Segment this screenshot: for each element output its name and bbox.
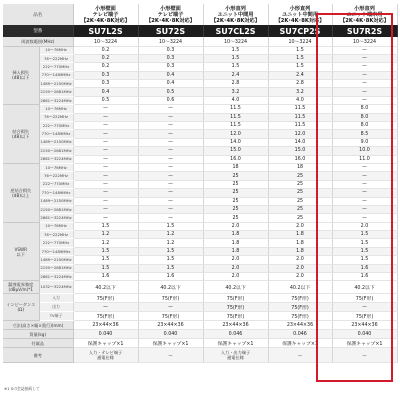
spec-value-cell: 2.8: [203, 80, 268, 88]
model-number-cell: SU72S: [138, 25, 203, 37]
spec-value-cell: 2.8: [268, 80, 332, 88]
spec-value-cell: —: [332, 46, 397, 54]
frequency-band-label: 770〜1489MHz: [39, 71, 73, 79]
leakage-label: 漏洩電界強度 (dBμV/m)*1: [3, 281, 39, 294]
spec-table: [3, 4, 398, 363]
product-name-cell: 小形直列 ユニット中間用 【2K･4K･8K対応】: [203, 4, 268, 25]
section-label: 挿入損失 (dB)以下: [3, 46, 39, 105]
frequency-band-label: 76〜222MHz: [39, 231, 73, 239]
remarks-label: 備考: [3, 348, 73, 363]
spec-value-cell: 23×44×36: [268, 321, 332, 330]
spec-value-cell: 25: [203, 172, 268, 180]
spec-value-cell: 40.2以下: [138, 281, 203, 294]
spec-value-cell: 1.8: [268, 247, 332, 255]
spec-value-cell: 3.2: [203, 88, 268, 96]
frequency-band-label: 10〜76MHz: [39, 222, 73, 230]
impedance-port-label: TV端子: [39, 312, 73, 321]
frequency-band-label: 770〜1489MHz: [39, 130, 73, 138]
frequency-label: 周波数範囲(MHz): [3, 37, 73, 46]
spec-value-cell: —: [332, 348, 397, 363]
spec-value-cell: 25: [268, 172, 332, 180]
spec-value-cell: 0.3: [138, 54, 203, 62]
spec-value-cell: —: [138, 130, 203, 138]
spec-value-cell: 40.2以下: [268, 281, 332, 294]
spec-value-cell: 0.4: [73, 88, 138, 96]
spec-value-cell: —: [73, 180, 138, 188]
spec-value-cell: 2.0: [268, 222, 332, 230]
spec-value-cell: 1.8: [268, 239, 332, 247]
accessories-row: [3, 339, 397, 348]
frequency-band-label: 2681〜3224MHz: [39, 273, 73, 281]
spec-value-cell: —: [73, 197, 138, 205]
spec-value-cell: 0.3: [73, 71, 138, 79]
spec-value-cell: 2.0: [268, 256, 332, 264]
spec-value-cell: 入力・出力端子 通電仕様: [203, 348, 268, 363]
spec-value-cell: —: [138, 348, 203, 363]
spec-value-cell: 18: [203, 163, 268, 171]
impedance-row: [3, 294, 397, 303]
spec-value-cell: 8.0: [332, 122, 397, 130]
spec-value-cell: 11.5: [268, 113, 332, 121]
spec-value-cell: 3.2: [268, 88, 332, 96]
frequency-band-label: 2150〜2681MHz: [39, 205, 73, 213]
weight-row: [3, 330, 397, 339]
spec-value-cell: —: [138, 122, 203, 130]
spec-value-cell: 1.5: [203, 63, 268, 71]
dimensions-row: [3, 321, 397, 330]
frequency-band-label: 222〜770MHz: [39, 180, 73, 188]
spec-value-cell: —: [73, 130, 138, 138]
spec-value-cell: —: [332, 189, 397, 197]
spec-value-cell: 75(F形): [203, 303, 268, 312]
spec-value-cell: 1.5: [268, 63, 332, 71]
spec-value-cell: —: [138, 147, 203, 155]
spec-value-cell: 75(F形): [73, 312, 138, 321]
spec-value-cell: 0.3: [73, 80, 138, 88]
frequency-band-label: 76〜222MHz: [39, 172, 73, 180]
spec-value-cell: 75(F形): [268, 303, 332, 312]
spec-value-cell: 1.8: [203, 247, 268, 255]
spec-row: [3, 256, 397, 264]
spec-row: [3, 264, 397, 272]
spec-value-cell: 16.0: [268, 155, 332, 163]
spec-value-cell: 9.0: [332, 138, 397, 146]
spec-value-cell: —: [332, 214, 397, 222]
spec-value-cell: —: [332, 205, 397, 213]
spec-value-cell: 1.5: [332, 256, 397, 264]
spec-value-cell: 40.2以下: [332, 281, 397, 294]
impedance-port-label: 入力: [39, 294, 73, 303]
spec-row: [3, 172, 397, 180]
impedance-port-label: 出力: [39, 303, 73, 312]
product-name-cell: 小形壁面 テレビ端子 【2K･4K･8K対応】: [73, 4, 138, 25]
spec-value-cell: 14.0: [268, 138, 332, 146]
section-label: VSWR 以下: [3, 222, 39, 281]
frequency-band-label: 1489〜2150MHz: [39, 197, 73, 205]
spec-value-cell: 75(F形): [138, 312, 203, 321]
spec-value-cell: —: [332, 71, 397, 79]
spec-row: [3, 122, 397, 130]
spec-row: [3, 222, 397, 230]
spec-value-cell: 保護キャップ×1: [332, 339, 397, 348]
spec-value-cell: —: [138, 214, 203, 222]
spec-value-cell: 75(F形): [268, 294, 332, 303]
dimensions-label: 寸法(高さ×幅×奥行)(mm): [3, 321, 73, 330]
spec-row: [3, 205, 397, 213]
spec-row: [3, 105, 397, 113]
spec-row: [3, 88, 397, 96]
leakage-band-label: 1032〜3224MHz: [39, 281, 73, 294]
product-name-row: [3, 4, 397, 25]
impedance-row: [3, 303, 397, 312]
spec-value-cell: 25: [268, 214, 332, 222]
spec-value-cell: 15.0: [203, 147, 268, 155]
spec-value-cell: —: [73, 172, 138, 180]
spec-value-cell: 0.2: [73, 63, 138, 71]
spec-value-cell: —: [138, 155, 203, 163]
spec-value-cell: 18: [268, 163, 332, 171]
spec-row: [3, 63, 397, 71]
spec-value-cell: 40.2以下: [203, 281, 268, 294]
spec-value-cell: 0.040: [73, 330, 138, 339]
spec-value-cell: —: [332, 63, 397, 71]
spec-value-cell: 11.5: [203, 122, 268, 130]
spec-value-cell: 1.8: [203, 239, 268, 247]
spec-row: [3, 189, 397, 197]
spec-value-cell: 10〜3224: [268, 37, 332, 46]
spec-value-cell: —: [138, 197, 203, 205]
spec-value-cell: 4.0: [268, 96, 332, 104]
spec-value-cell: 1.5: [268, 54, 332, 62]
spec-value-cell: 0.2: [73, 46, 138, 54]
spec-value-cell: —: [73, 105, 138, 113]
spec-value-cell: 0.4: [138, 71, 203, 79]
spec-row: [3, 155, 397, 163]
spec-value-cell: —: [138, 138, 203, 146]
spec-value-cell: 1.5: [138, 222, 203, 230]
spec-value-cell: 25: [268, 189, 332, 197]
spec-value-cell: 8.0: [332, 113, 397, 121]
accessories-label: 付属品: [3, 339, 73, 348]
leakage-row: [3, 281, 397, 294]
spec-value-cell: 75(F形): [332, 294, 397, 303]
spec-value-cell: 1.5: [332, 239, 397, 247]
spec-value-cell: —: [332, 197, 397, 205]
spec-value-cell: —: [73, 205, 138, 213]
spec-value-cell: 40.2以下: [73, 281, 138, 294]
section-label: 逆結合損失 (dB)以上: [3, 163, 39, 222]
frequency-band-label: 76〜222MHz: [39, 113, 73, 121]
spec-value-cell: 10.0: [332, 147, 397, 155]
spec-value-cell: —: [138, 172, 203, 180]
spec-value-cell: —: [138, 180, 203, 188]
spec-value-cell: 2.0: [203, 256, 268, 264]
spec-row: [3, 80, 397, 88]
frequency-band-label: 2681〜3224MHz: [39, 214, 73, 222]
spec-value-cell: 1.6: [332, 264, 397, 272]
spec-value-cell: —: [73, 163, 138, 171]
frequency-band-label: 2681〜3224MHz: [39, 155, 73, 163]
spec-value-cell: 10〜3224: [332, 37, 397, 46]
spec-row: [3, 96, 397, 104]
spec-value-cell: 11.5: [268, 122, 332, 130]
spec-value-cell: —: [73, 189, 138, 197]
frequency-band-label: 10〜76MHz: [39, 46, 73, 54]
spec-value-cell: 16.0: [203, 155, 268, 163]
section-label: 結合損失 (dB)以下: [3, 105, 39, 164]
spec-row: [3, 113, 397, 121]
frequency-band-label: 1489〜2150MHz: [39, 80, 73, 88]
spec-value-cell: —: [332, 172, 397, 180]
spec-value-cell: 2.0: [203, 222, 268, 230]
frequency-band-label: 770〜1489MHz: [39, 247, 73, 255]
spec-value-cell: —: [73, 303, 138, 312]
spec-value-cell: 23×44×36: [332, 321, 397, 330]
spec-row: [3, 247, 397, 255]
spec-value-cell: 75(F形): [203, 312, 268, 321]
spec-row: [3, 130, 397, 138]
spec-row: [3, 239, 397, 247]
spec-value-cell: —: [138, 205, 203, 213]
spec-value-cell: —: [332, 163, 397, 171]
frequency-band-label: 1489〜2150MHz: [39, 138, 73, 146]
model-number-cell: SU7CL2S: [203, 25, 268, 37]
spec-value-cell: 0.046: [268, 330, 332, 339]
frequency-band-label: 222〜770MHz: [39, 239, 73, 247]
spec-value-cell: 11.5: [203, 113, 268, 121]
spec-value-cell: 25: [203, 180, 268, 188]
spec-value-cell: —: [332, 303, 397, 312]
spec-value-cell: —: [268, 348, 332, 363]
spec-value-cell: 1.2: [73, 239, 138, 247]
product-name-cell: 小形直列 ユニット中間用 【2K･4K･8K対応】: [268, 4, 332, 25]
frequency-band-label: 2681〜3224MHz: [39, 96, 73, 104]
spec-value-cell: 25: [203, 214, 268, 222]
spec-value-cell: 75(F形): [268, 312, 332, 321]
spec-value-cell: 11.0: [332, 155, 397, 163]
product-name-cell: 小形直列 ユニット端末用 【2K･4K･8K対応】: [332, 4, 397, 25]
spec-value-cell: 0.040: [138, 330, 203, 339]
spec-row: [3, 147, 397, 155]
spec-value-cell: —: [138, 303, 203, 312]
model-number-cell: SU7L2S: [73, 25, 138, 37]
spec-value-cell: 入力・テレビ端子 通電仕様: [73, 348, 138, 363]
spec-value-cell: —: [73, 155, 138, 163]
spec-row: [3, 138, 397, 146]
spec-value-cell: 1.5: [138, 264, 203, 272]
spec-value-cell: 25: [268, 205, 332, 213]
frequency-row: [3, 37, 397, 46]
spec-value-cell: —: [332, 88, 397, 96]
spec-value-cell: —: [332, 54, 397, 62]
spec-value-cell: 保護キャップ×1: [203, 339, 268, 348]
spec-value-cell: 75(F形): [203, 294, 268, 303]
spec-value-cell: 23×44×36: [203, 321, 268, 330]
spec-value-cell: —: [73, 122, 138, 130]
spec-value-cell: —: [73, 138, 138, 146]
spec-value-cell: 0.6: [138, 96, 203, 104]
spec-value-cell: 11.5: [268, 105, 332, 113]
spec-value-cell: 4.0: [203, 96, 268, 104]
remarks-row: [3, 348, 397, 363]
spec-value-cell: 1.5: [73, 264, 138, 272]
spec-value-cell: —: [138, 189, 203, 197]
spec-value-cell: 10〜3224: [73, 37, 138, 46]
spec-value-cell: 2.0: [203, 264, 268, 272]
model-number-cell: SU7CP2S: [268, 25, 332, 37]
spec-value-cell: 2.4: [268, 71, 332, 79]
spec-value-cell: 1.5: [138, 247, 203, 255]
spec-value-cell: 保護キャップ×1: [73, 339, 138, 348]
spec-value-cell: —: [138, 163, 203, 171]
spec-value-cell: 1.5: [73, 247, 138, 255]
spec-value-cell: 1.5: [332, 247, 397, 255]
product-name-cell: 小形壁面 テレビ端子 【2K･4K･8K対応】: [138, 4, 203, 25]
item-label: 品名: [3, 4, 73, 25]
spec-row: [3, 180, 397, 188]
spec-row: [3, 163, 397, 171]
spec-value-cell: 1.2: [138, 231, 203, 239]
spec-value-cell: 1.5: [203, 54, 268, 62]
spec-value-cell: 25: [203, 189, 268, 197]
spec-value-cell: 0.3: [138, 46, 203, 54]
spec-value-cell: 0.4: [138, 80, 203, 88]
weight-label: 質量(kg): [3, 330, 73, 339]
spec-value-cell: 0.2: [73, 54, 138, 62]
spec-value-cell: 1.5: [332, 231, 397, 239]
spec-value-cell: 10〜3224: [203, 37, 268, 46]
spec-value-cell: —: [332, 96, 397, 104]
model-row-label: 型番: [3, 25, 73, 37]
spec-value-cell: 1.6: [138, 273, 203, 281]
spec-row: [3, 46, 397, 54]
spec-value-cell: 25: [268, 197, 332, 205]
spec-value-cell: 1.2: [73, 231, 138, 239]
spec-value-cell: 1.5: [268, 46, 332, 54]
spec-value-cell: 2.0: [268, 264, 332, 272]
spec-value-cell: 25: [268, 180, 332, 188]
frequency-band-label: 10〜76MHz: [39, 105, 73, 113]
spec-value-cell: —: [138, 105, 203, 113]
spec-value-cell: —: [73, 113, 138, 121]
frequency-band-label: 2150〜2681MHz: [39, 88, 73, 96]
spec-value-cell: 75(F形): [332, 312, 397, 321]
spec-value-cell: 0.5: [73, 96, 138, 104]
frequency-band-label: 2150〜2681MHz: [39, 264, 73, 272]
spec-row: [3, 273, 397, 281]
spec-value-cell: —: [138, 113, 203, 121]
spec-value-cell: —: [73, 147, 138, 155]
spec-value-cell: 1.2: [138, 239, 203, 247]
spec-value-cell: 保護キャップ×1: [138, 339, 203, 348]
impedance-row: [3, 312, 397, 321]
spec-value-cell: —: [73, 214, 138, 222]
spec-value-cell: 0.040: [332, 330, 397, 339]
spec-value-cell: 25: [203, 197, 268, 205]
spec-value-cell: 2.0: [203, 273, 268, 281]
spec-value-cell: 1.6: [73, 273, 138, 281]
frequency-band-label: 10〜76MHz: [39, 163, 73, 171]
spec-value-cell: 11.5: [203, 105, 268, 113]
spec-row: [3, 197, 397, 205]
spec-value-cell: 0.3: [138, 63, 203, 71]
frequency-band-label: 222〜770MHz: [39, 122, 73, 130]
frequency-band-label: 770〜1489MHz: [39, 189, 73, 197]
spec-row: [3, 71, 397, 79]
footnote: ※1 Sの会誌接続して: [4, 386, 40, 391]
spec-value-cell: 12.0: [268, 130, 332, 138]
spec-row: [3, 231, 397, 239]
frequency-band-label: 76〜222MHz: [39, 54, 73, 62]
spec-value-cell: 1.5: [138, 256, 203, 264]
spec-value-cell: 23×44×36: [138, 321, 203, 330]
spec-row: [3, 54, 397, 62]
spec-value-cell: 2.0: [332, 222, 397, 230]
spec-value-cell: 23×44×36: [73, 321, 138, 330]
frequency-band-label: 1489〜2150MHz: [39, 256, 73, 264]
spec-value-cell: 1.8: [203, 231, 268, 239]
spec-value-cell: 1.6: [332, 273, 397, 281]
spec-value-cell: 0.5: [138, 88, 203, 96]
spec-table-container: [3, 4, 397, 363]
spec-value-cell: 1.8: [268, 231, 332, 239]
spec-value-cell: —: [332, 180, 397, 188]
spec-value-cell: 1.5: [203, 46, 268, 54]
model-number-cell: SU7R2S: [332, 25, 397, 37]
impedance-label: インピーダンス (Ω): [3, 294, 39, 321]
spec-value-cell: 75(F形): [73, 294, 138, 303]
frequency-band-label: 222〜770MHz: [39, 63, 73, 71]
spec-value-cell: 2.0: [268, 273, 332, 281]
spec-value-cell: 15.0: [268, 147, 332, 155]
spec-value-cell: 1.5: [73, 222, 138, 230]
spec-value-cell: 2.4: [203, 71, 268, 79]
spec-value-cell: —: [332, 80, 397, 88]
spec-value-cell: 0.046: [203, 330, 268, 339]
spec-value-cell: 1.5: [73, 256, 138, 264]
spec-value-cell: 75(F形): [138, 294, 203, 303]
spec-value-cell: 25: [203, 205, 268, 213]
spec-value-cell: 10〜3224: [138, 37, 203, 46]
spec-row: [3, 214, 397, 222]
spec-value-cell: 8.0: [332, 105, 397, 113]
frequency-band-label: 2150〜2681MHz: [39, 147, 73, 155]
spec-value-cell: 12.0: [203, 130, 268, 138]
spec-value-cell: 保護キャップ×1: [268, 339, 332, 348]
spec-value-cell: 8.5: [332, 130, 397, 138]
spec-value-cell: 14.0: [203, 138, 268, 146]
spec-table-body: [3, 4, 397, 363]
model-row: [3, 25, 397, 37]
